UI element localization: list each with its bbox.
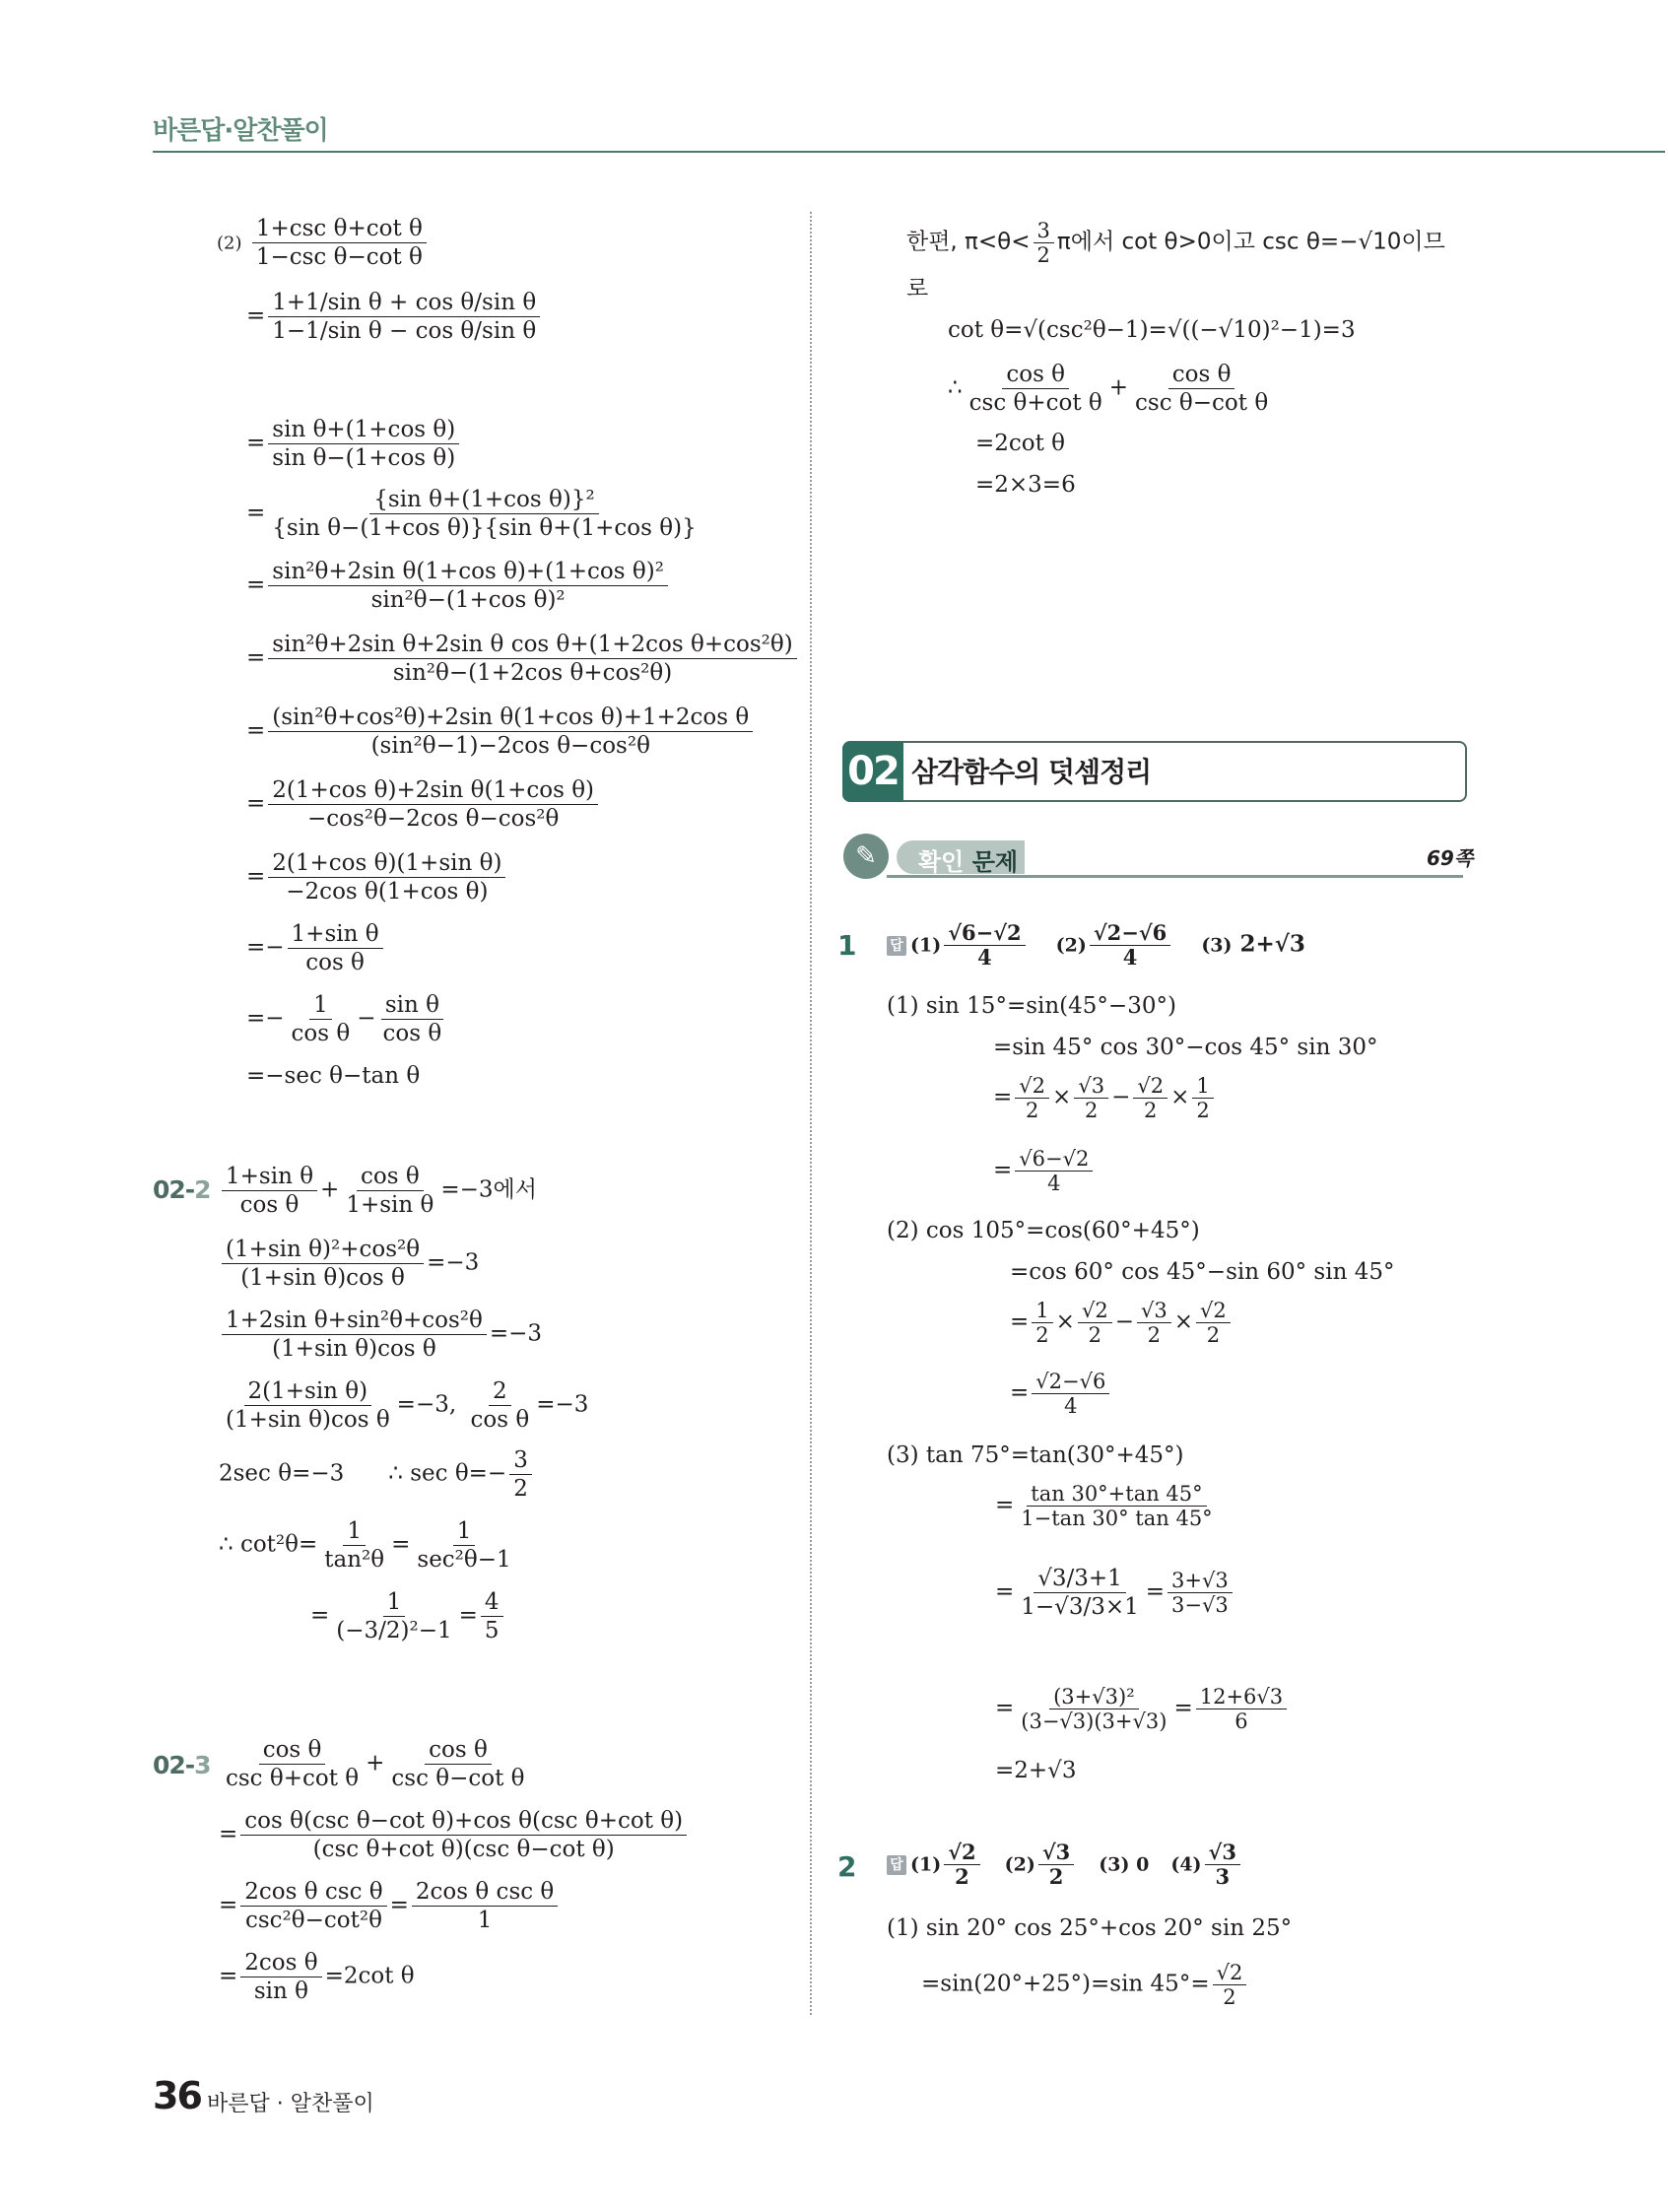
p2-l11-num-a: 1 [309,991,332,1020]
p022-l1-tail: =−3에서 [440,1176,537,1203]
q1-c4-den-a: (3−√3)(3+√3) [1021,1709,1168,1733]
p023-l3-den-a: csc²θ−cot²θ [244,1908,382,1933]
q1-c3-num-a: √3/3+1 [1034,1565,1126,1593]
q1-ans-3-value: 2+√3 [1239,930,1305,958]
page-number: 36 [153,2074,201,2117]
p2-line-1 [217,215,430,271]
cont-l1-den: 2 [1036,243,1050,267]
q1-b3-eq: = [1010,1308,1030,1335]
p023-l4-den: sin θ [253,1978,309,2004]
q1-a3-d4: 2 [1196,1099,1210,1122]
cont-line-4: ∴ $\frac{\text{cos θ}}{\text{csc θ+cot θ}}$ + $\frac{\text{cos θ}}{\text{csc θ−cot θ}}$ [948,361,1275,417]
cont-l1-num: 3 [1034,219,1054,243]
problem-2-answers [887,1841,1243,1889]
p023-line-1: $\frac{\text{cos θ}}{\text{csc θ+cot θ}}$ + $\frac{\text{cos θ}}{\text{csc θ−cot θ}}$ [219,1736,532,1792]
q1-b3-op2: − [1114,1308,1134,1335]
section-number: 02 [842,741,903,802]
p022-l6-num-b: 1 [453,1517,476,1546]
p022-l5-num: 3 [509,1446,532,1475]
q1-c3-den-b: 3−√3 [1171,1593,1229,1617]
p2-line-7: = $\frac{\text{(sin²θ+cos²θ)+2sin θ(1+cos θ)+1+2cos θ}}{\text{(sin²θ−1)−2cos θ−cos²θ}}$ [246,704,756,760]
p023-l1-num-b: cos θ [425,1736,492,1765]
p2-l1-den: 1−csc θ−cot θ [255,244,423,270]
p2-l3-num: sin θ+(1+cos θ) [268,416,459,444]
problem-1-number: 1 [837,929,857,962]
p2-line-11: =− $\frac{1}{\text{cos θ}}$ − $\frac{\text{sin θ}}{\text{cos θ}}$ [246,991,448,1047]
q2-a2-text: =sin(20°+25°)=sin 45°= [921,1971,1210,1997]
p022-l3-den: (1+sin θ)cos θ [272,1336,436,1362]
q2-ans-1-num: √2 [944,1841,979,1865]
p022-l6-eq: = [391,1531,411,1558]
q1-a3-op2: − [1111,1084,1131,1110]
p023-l3-den-b: 1 [477,1908,493,1933]
cont-line-5: =2cot θ [975,431,1066,456]
q1-b-line-2: =cos 60° cos 45°−sin 60° sin 45° [1010,1259,1395,1285]
p022-l4-den-a: (1+sin θ)cos θ [226,1407,390,1433]
p2-l4-num: {sin θ+(1+cos θ)}² [369,486,598,514]
p022-l7-eq2: = [458,1602,478,1629]
q1-a3-n1: √2 [1015,1074,1049,1099]
p2-l6-num: sin²θ+2sin θ+2sin θ cos θ+(1+2cos θ+cos²θ) [268,631,796,659]
q1-a3-eq: = [993,1084,1013,1110]
q2-a2-num: √2 [1213,1961,1247,1985]
q1-a3-op3: × [1170,1084,1190,1110]
p023-l4-num: 2cos θ [240,1949,321,1977]
header-rule [153,151,1665,153]
q1-a-line-2: =sin 45° cos 30°−cos 45° sin 30° [993,1035,1378,1060]
p022-l1-num-a: 1+sin θ [222,1163,317,1191]
column-divider [810,212,812,2015]
p2-l5-den: sin²θ−(1+cos θ)² [370,587,566,613]
label-02-3 [153,1751,211,1779]
q1-b3-n3: √3 [1137,1299,1171,1323]
p022-l2-tail: =−3 [427,1249,480,1276]
cont-l4-therefore: ∴ [948,374,963,401]
p022-l7-den-b: 5 [484,1618,500,1643]
q1-a3-d1: 2 [1025,1099,1039,1122]
label-02-3-prefix: 02- [153,1751,195,1779]
q1-a-line-3 [993,1074,1217,1122]
p023-l3-num-a: 2cos θ csc θ [240,1878,386,1907]
p2-line-3: = $\frac{\text{sin θ+(1+cos θ)}}{\text{sin θ−(1+cos θ)}}$ [246,416,462,472]
p2-final: =−sec θ−tan θ [246,1063,421,1089]
q1-b3-d3: 2 [1147,1323,1162,1347]
q1-a3-d2: 2 [1085,1099,1099,1122]
q1-c2-den: 1−tan 30° tan 45° [1021,1507,1213,1530]
q1-b3-d1: 2 [1035,1323,1049,1347]
q1-ans-1-den: 4 [977,945,992,970]
p2-l2-den: 1−1/sin θ − cos θ/sin θ [272,318,537,344]
q2-ans-2-den: 2 [1048,1864,1064,1889]
q1-b-line-1: (2) cos 105°=cos(60°+45°) [887,1218,1200,1243]
q1-c4-den-b: 6 [1234,1709,1248,1733]
q1-a3-n2: √3 [1074,1074,1108,1099]
q1-b3-op3: × [1173,1308,1193,1335]
q1-c2-num: tan 30°+tan 45° [1027,1482,1206,1507]
q1-c4-num-b: 12+6√3 [1196,1685,1287,1709]
q1-b3-n1: 1 [1032,1299,1052,1323]
header-title: 바른답·알찬풀이 [153,116,328,146]
q1-a3-op1: × [1052,1084,1072,1110]
p2-l8-den: −cos²θ−2cos θ−cos²θ [306,806,560,832]
q2-ans-4-num: √3 [1205,1841,1240,1865]
q1-a3-n3: √2 [1133,1074,1168,1099]
q1-c4-num-a: (3+√3)² [1049,1685,1139,1709]
p023-line-4: = $\frac{\text{2cos θ}}{\text{sin θ}}$ =2cot θ [219,1950,415,2004]
q1-ans-3-label: (3) [1201,934,1233,957]
p022-l3-num: 1+2sin θ+sin²θ+cos²θ [222,1307,487,1335]
q2-ans-2-num: √3 [1038,1841,1074,1865]
p2-line-10: =− $\frac{\text{1+sin θ}}{\text{cos θ}}$ [246,920,386,976]
label-02-2-suffix: 2 [194,1175,211,1204]
q1-b3-op1: × [1055,1308,1075,1335]
p2-line-9: = $\frac{\text{2(1+cos θ)(1+sin θ)}}{\text{−2cos θ(1+cos θ)}}$ [246,849,508,905]
q1-c-line-2 [995,1482,1220,1530]
check-problem-title [918,842,1018,877]
p022-line-5 [219,1446,535,1503]
q2-ans-2-label: (2) [1004,1853,1035,1876]
q1-b-line-4 [1010,1370,1112,1418]
q1-c-line-5: =2+√3 [995,1758,1077,1783]
q2-a-line-2 [921,1961,1249,2009]
q1-c4-eq2: = [1173,1695,1193,1721]
q1-ans-2-den: 4 [1122,945,1138,970]
p023-line-2: = $\frac{\text{cos θ(csc θ−cot θ)+cos θ(csc θ+cot θ)}}{\text{(csc θ+cot θ)(csc θ−cot θ)}}$ [219,1807,690,1863]
p022-l3-tail: =−3 [489,1320,543,1347]
section-title: 삼각함수의 덧셈정리 [911,756,1152,788]
q2-a-line-1: (1) sin 20° cos 25°+cos 20° sin 25° [887,1915,1293,1941]
p022-l4-num-b: 2 [489,1377,511,1406]
p022-l7-den-a: (−3/2)²−1 [336,1618,452,1643]
p2-l1-num: 1+csc θ+cot θ [252,215,427,243]
q1-a4-num: √6−√2 [1015,1147,1093,1172]
label-02-2-prefix: 02- [153,1175,195,1204]
q1-a-line-4 [993,1147,1096,1195]
p022-line-4 [219,1377,588,1434]
p2-l9-den: −2cos θ(1+cos θ) [286,879,489,905]
p022-l7-num-b: 4 [481,1588,503,1617]
p022-l6-num-a: 1 [343,1517,366,1546]
p2-line-5: = $\frac{\text{sin²θ+2sin θ(1+cos θ)+(1+cos θ)²}}{\text{sin²θ−(1+cos θ)²}}$ [246,558,671,614]
q1-b3-n2: √2 [1078,1299,1112,1323]
q1-c3-eq2: = [1145,1578,1166,1605]
p2-line-6: = $\frac{\text{sin²θ+2sin θ+2sin θ cos θ+(1+2cos θ+cos²θ)}}{\text{sin²θ−(1+2cos θ+cos²θ)}}$ [246,631,800,687]
q1-a3-d3: 2 [1144,1099,1158,1122]
q1-a3-n4: 1 [1192,1074,1213,1099]
q1-ans-2-label: (2) [1055,934,1087,957]
p023-l3-num-b: 2cos θ csc θ [412,1878,558,1907]
p022-l5-a: 2sec θ=−3 [219,1460,345,1487]
p2-l11-den-a: cos θ [291,1021,351,1046]
p022-l2-num: (1+sin θ)²+cos²θ [222,1236,424,1264]
p2-label: (2) [217,233,242,254]
cont-line-6: =2×3=6 [975,472,1076,498]
cont-l1-a: 한편, π<θ< [906,229,1031,255]
p2-l11-den-b: cos θ [382,1021,442,1046]
q1-b4-den: 4 [1064,1394,1078,1418]
q1-b4-num: √2−√6 [1032,1370,1109,1394]
q1-a4-eq: = [993,1157,1013,1183]
p2-l2-num: 1+1/sin θ + cos θ/sin θ [268,289,540,317]
q2-ans-4-label: (4) [1170,1853,1202,1876]
p023-l4-tail: =2cot θ [324,1963,415,1989]
pencil-icon: ✎ [843,834,889,879]
problem-1-answers [887,921,1305,970]
p2-l10-den: cos θ [305,950,365,975]
p2-l10-num: 1+sin θ [288,920,383,949]
cont-l4-den-a: csc θ+cot θ [968,390,1102,416]
answer-tag-2: 답 [887,1855,906,1875]
page-reference: 69쪽 [1427,846,1474,870]
q2-ans-1-label: (1) [910,1853,942,1876]
problem-2-number: 2 [837,1850,857,1883]
q1-c-line-3 [995,1565,1235,1621]
p022-line-6 [219,1517,518,1574]
footer-title: 바른답 · 알찬풀이 [207,2092,374,2116]
p2-line-2: = $\frac{\text{1+1/sin θ + cos θ/sin θ}}{\text{1−1/sin θ − cos θ/sin θ}}$ [246,289,543,345]
p2-l5-num: sin²θ+2sin θ(1+cos θ)+(1+cos θ)² [268,558,668,586]
p023-l2-den: (csc θ+cot θ)(csc θ−cot θ) [312,1837,615,1862]
check-title-b: 문제 [964,848,1019,876]
p022-l6-den-a: tan²θ [324,1547,385,1573]
q1-b4-eq: = [1010,1379,1030,1406]
q1-c-line-4 [995,1685,1290,1733]
q1-ans-2-num: √2−√6 [1090,921,1170,946]
p2-l8-num: 2(1+cos θ)+2sin θ(1+cos θ) [268,776,598,805]
q1-c-line-1: (3) tan 75°=tan(30°+45°) [887,1442,1184,1468]
q1-b-line-3 [1010,1299,1234,1347]
p022-l7-num-a: 1 [383,1588,406,1617]
cont-l1-b: π에서 cot θ>0이고 csc θ=−√10이므 [1056,229,1445,255]
q1-ans-1-label: (1) [910,934,942,957]
answer-tag: 답 [887,936,906,956]
label-02-2 [153,1175,211,1204]
q1-c4-eq: = [995,1695,1015,1721]
p023-l1-num-a: cos θ [259,1736,326,1765]
p2-line-8: = $\frac{\text{2(1+cos θ)+2sin θ(1+cos θ)}}{\text{−cos²θ−2cos θ−cos²θ}}$ [246,776,601,833]
p2-line-4: = $\frac{\text{\{sin θ+(1+cos θ)\}²}}{\text{\{sin θ−(1+cos θ)\}\{sin θ+(1+cos θ)\}}}$ [246,486,703,542]
q1-c2-eq: = [995,1492,1015,1518]
q2-ans-3: (3) 0 [1099,1853,1150,1876]
p2-l3-den: sin θ−(1+cos θ) [272,445,456,471]
check-title-a: 확인 [918,848,965,876]
p023-l1-den-b: csc θ−cot θ [391,1766,525,1791]
p022-l4-num-a: 2(1+sin θ) [244,1377,372,1406]
p023-line-3: = $\frac{\text{2cos θ csc θ}}{\text{csc²θ−cot²θ}}$ = $\frac{\text{2cos θ csc θ}}{1}$ [219,1878,561,1934]
p022-l5-den: 2 [513,1476,528,1502]
q1-b3-d4: 2 [1206,1323,1221,1347]
q1-c3-num-b: 3+√3 [1168,1569,1233,1593]
q1-a4-den: 4 [1047,1172,1061,1195]
p2-l9-num: 2(1+cos θ)(1+sin θ) [268,849,505,878]
p022-line-3 [219,1307,542,1363]
p2-l4-den: {sin θ−(1+cos θ)}{sin θ+(1+cos θ)} [272,515,697,541]
q1-ans-1-num: √6−√2 [944,921,1025,946]
cont-l4-num-b: cos θ [1168,361,1235,389]
p022-l6-den-b: sec²θ−1 [417,1547,511,1573]
p2-l7-den: (sin²θ−1)−2cos θ−cos²θ [370,733,650,759]
p022-line-2 [219,1236,479,1292]
p022-l1-den-b: 1+sin θ [346,1192,434,1218]
p2-l11-num-b: sin θ [381,991,443,1020]
cont-line-1 [906,219,1445,267]
q2-ans-1-den: 2 [955,1864,969,1889]
p022-line-7 [310,1588,506,1644]
q1-b3-n4: √2 [1196,1299,1231,1323]
q1-a-line-1: (1) sin 15°=sin(45°−30°) [887,993,1176,1019]
p023-l1-den-a: csc θ+cot θ [226,1766,360,1791]
q1-b3-d2: 2 [1088,1323,1101,1347]
p022-l7-eq: = [310,1602,330,1629]
p023-l2-num: cos θ(csc θ−cot θ)+cos θ(csc θ+cot θ) [240,1807,687,1836]
p022-l4-den-b: cos θ [470,1407,530,1433]
q1-c3-den-a: 1−√3/3×1 [1021,1594,1139,1620]
q1-c3-eq: = [995,1578,1015,1605]
cont-l4-num-a: cos θ [1002,361,1069,389]
p022-l1-num-b: cos θ [357,1163,424,1191]
q2-ans-4-den: 3 [1215,1864,1231,1889]
cont-line-3: cot θ=√(csc²θ−1)=√((−√10)²−1)=3 [948,317,1356,343]
p022-l4-tail: =−3 [536,1391,589,1418]
p2-l7-num: (sin²θ+cos²θ)+2sin θ(1+cos θ)+1+2cos θ [268,704,753,732]
p022-line-1: $\frac{\text{1+sin θ}}{\text{cos θ}}$ + $\frac{\text{cos θ}}{\text{1+sin θ}}$ =−3에서 [219,1163,537,1219]
label-02-3-suffix: 3 [194,1751,211,1779]
cont-line-2: 로 [906,276,929,302]
p022-l4-mid: =−3, [396,1391,464,1418]
cont-l4-den-b: csc θ−cot θ [1135,390,1269,416]
p022-l5-b: ∴ sec θ=− [388,1460,507,1487]
p022-l6-a: ∴ cot²θ= [219,1531,318,1558]
p022-l1-den-a: cos θ [239,1192,300,1218]
p2-l6-den: sin²θ−(1+2cos θ+cos²θ) [392,660,673,686]
q2-a2-den: 2 [1223,1985,1236,2009]
p022-l2-den: (1+sin θ)cos θ [240,1265,405,1291]
